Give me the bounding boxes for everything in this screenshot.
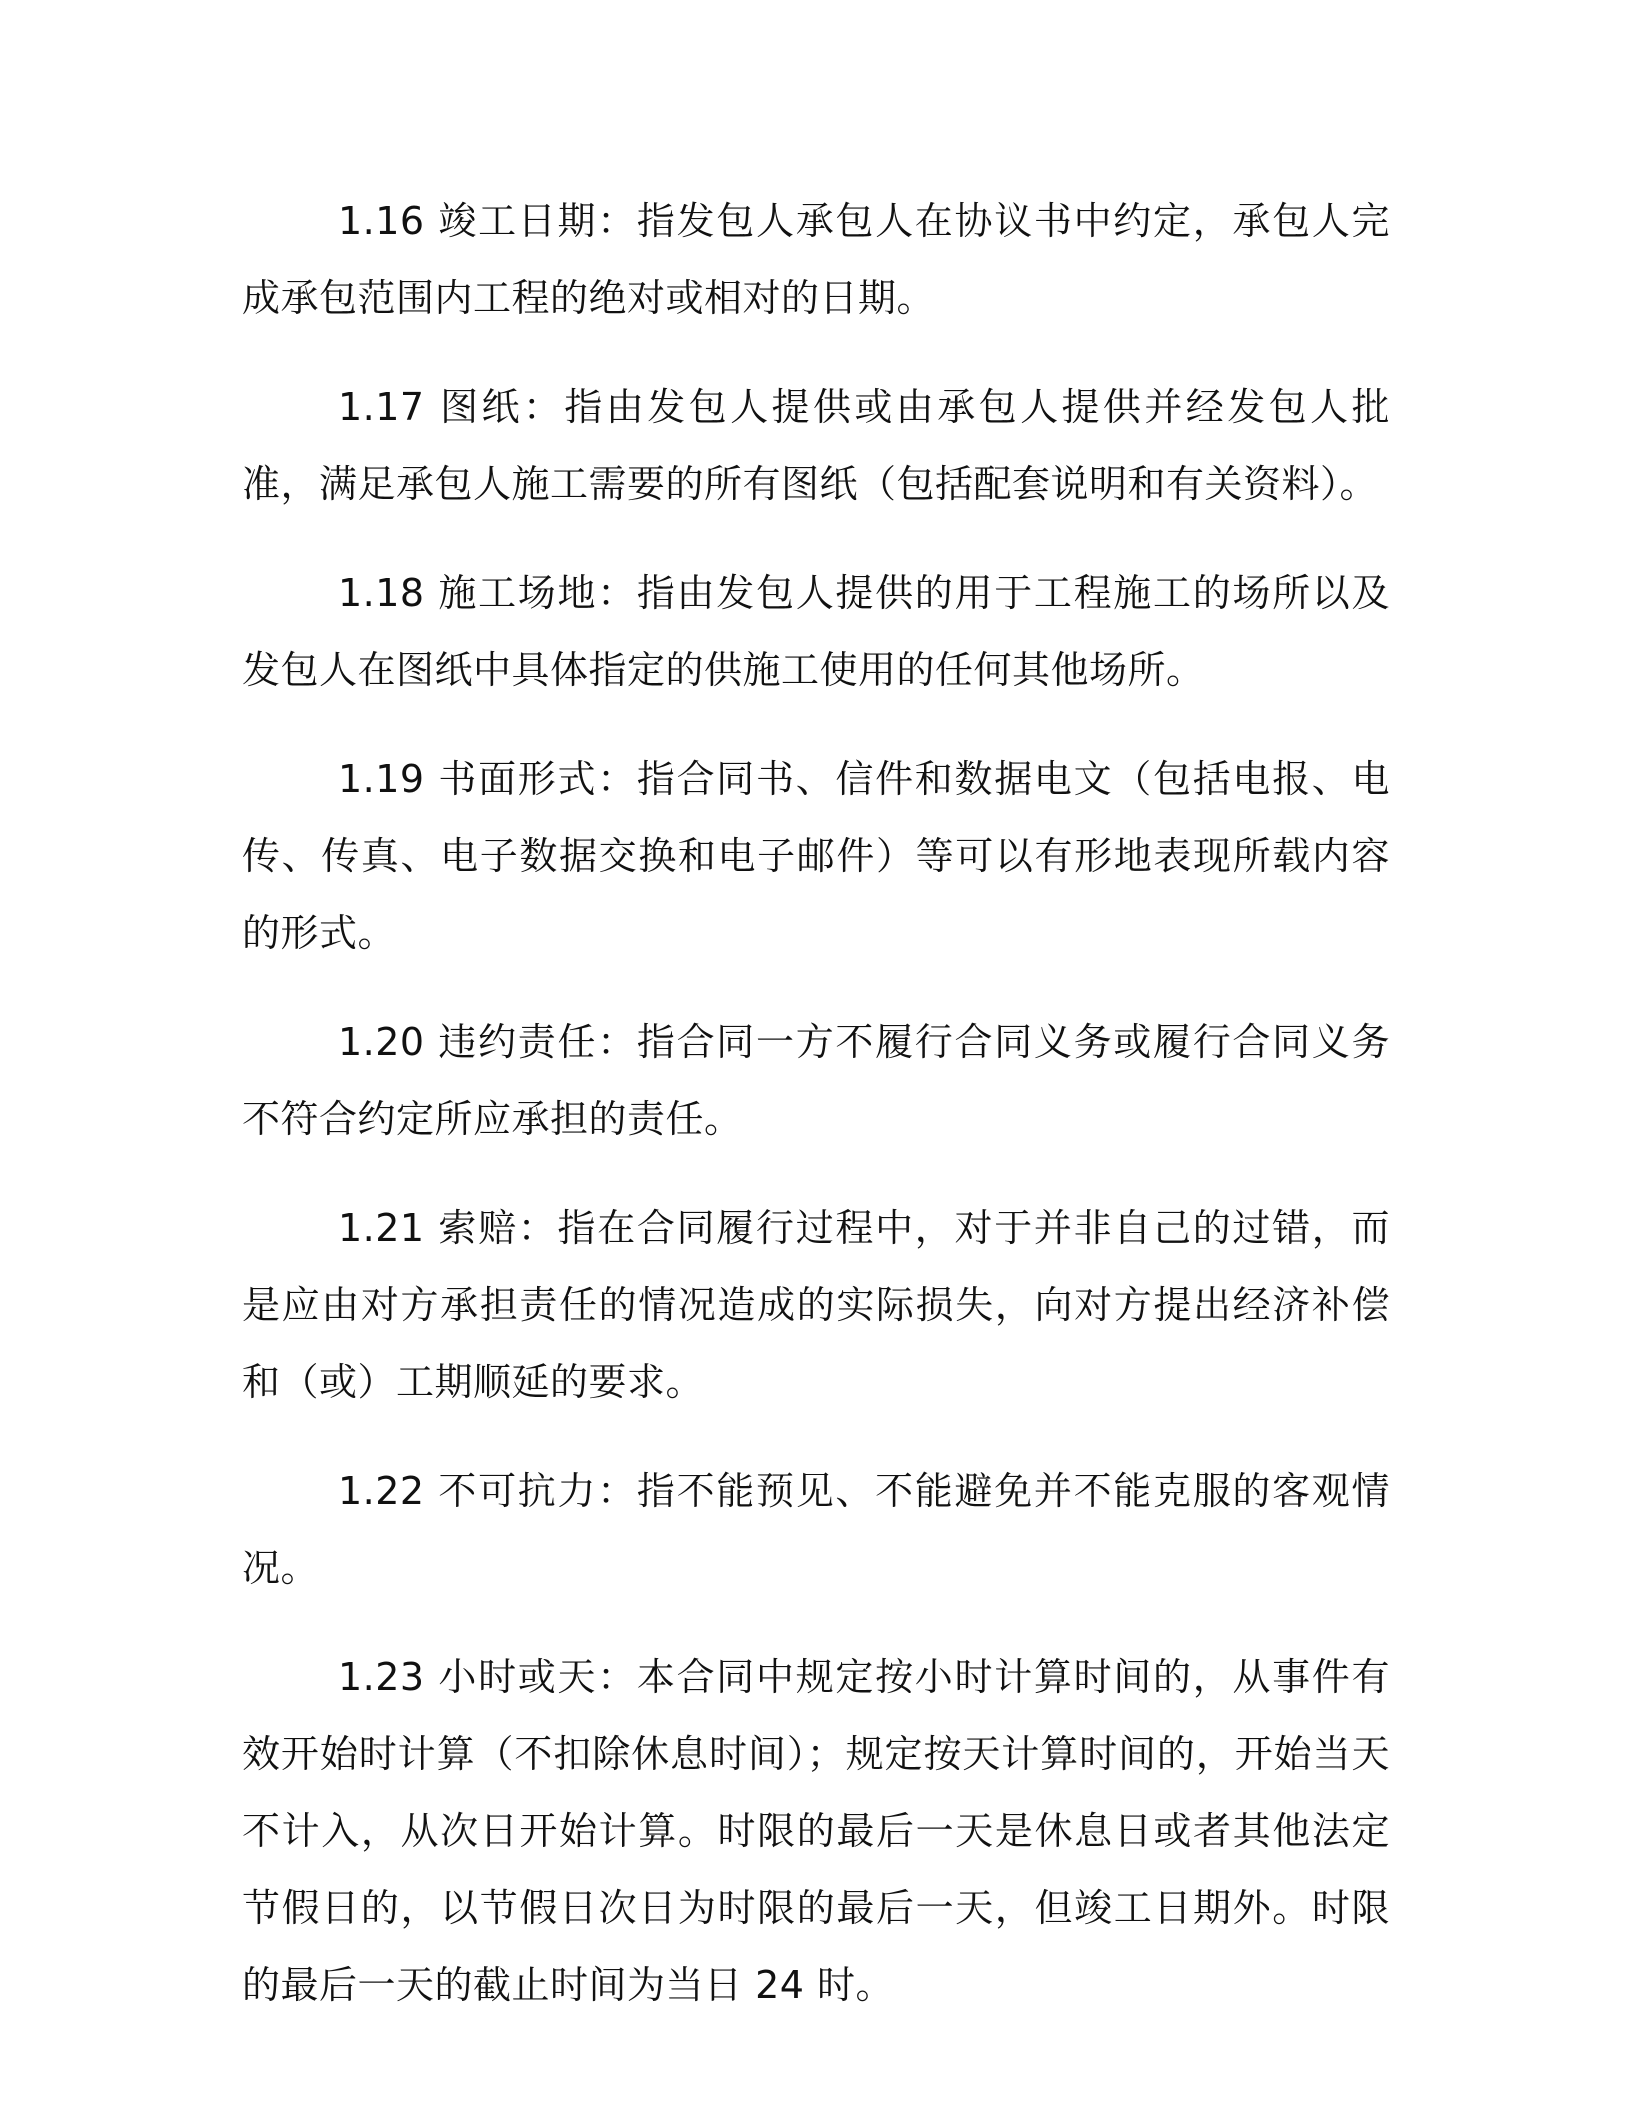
clause-1-17: 1.17 图纸：指由发包人提供或由承包人提供并经发包人批准，满足承包人施工需要的所有图纸（包括配套说明和有关资料）。 bbox=[242, 385, 1390, 506]
clause-1-18: 1.18 施工场地：指由发包人提供的用于工程施工的场所以及发包人在图纸中具体指定的供施工使用的任何其他场所。 bbox=[242, 571, 1390, 692]
clause-1-23: 1.23 小时或天：本合同中规定按小时计算时间的，从事件有效开始时计算（不扣除休息时间）；规定按天计算时间的，开始当天不计入，从次日开始计算。时限的最后一天是休息日或者其他法定节假日的，以节假日次日为时限的最后一天，但竣工日期外。时限的最后一天的截止时间为当日 24 时。 bbox=[242, 1655, 1390, 2007]
clause-1-19: 1.19 书面形式：指合同书、信件和数据电文（包括电报、电传、传真、电子数据交换和电子邮件）等可以有形地表现所载内容的形式。 bbox=[242, 757, 1390, 955]
document-body bbox=[242, 183, 1390, 2056]
clause-1-22: 1.22 不可抗力：指不能预见、不能避免并不能克服的客观情况。 bbox=[242, 1469, 1390, 1590]
clause-1-16: 1.16 竣工日期：指发包人承包人在协议书中约定，承包人完成承包范围内工程的绝对或相对的日期。 bbox=[242, 199, 1390, 320]
clause-1-20: 1.20 违约责任：指合同一方不履行合同义务或履行合同义务不符合约定所应承担的责任。 bbox=[242, 1020, 1390, 1141]
clause-1-21: 1.21 索赔：指在合同履行过程中，对于并非自己的过错，而是应由对方承担责任的情况造成的实际损失，向对方提出经济补偿和（或）工期顺延的要求。 bbox=[242, 1206, 1390, 1404]
